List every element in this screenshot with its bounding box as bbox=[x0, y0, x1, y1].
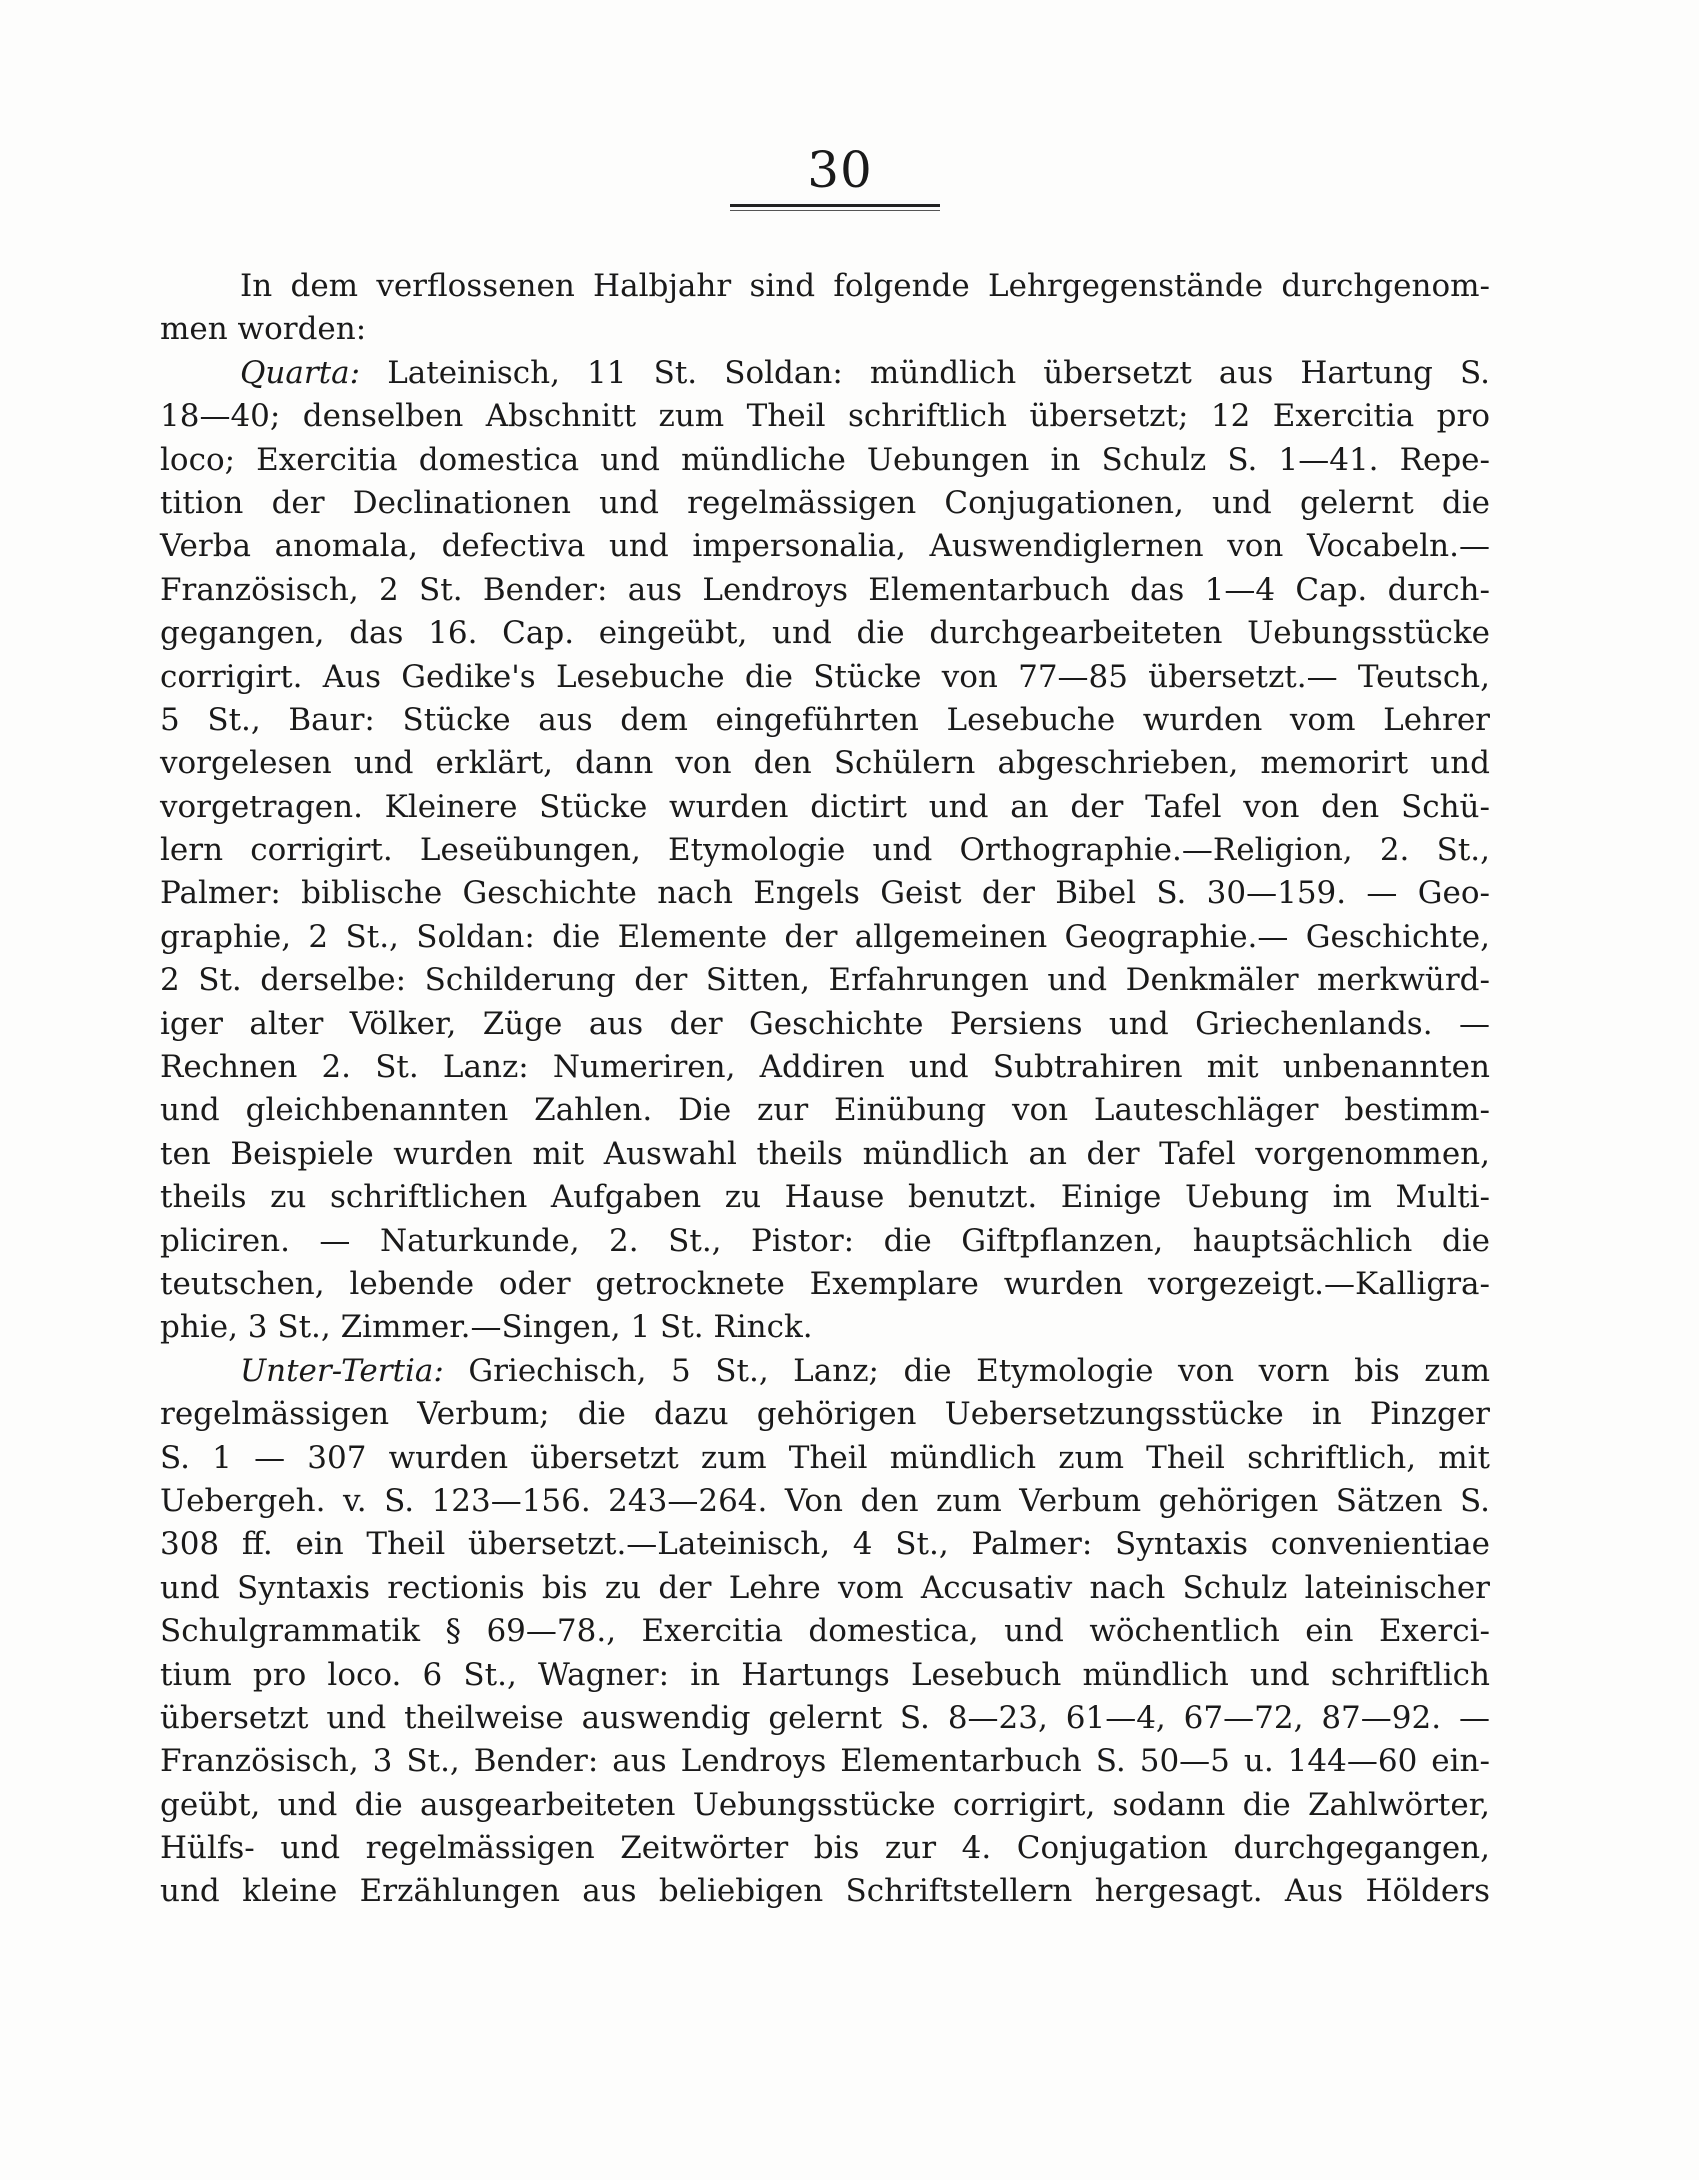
unter-tertia-line: Französisch, 3 St., Bender: aus Lendroys Elementarbuch S. 50—5 u. 144—60 ein- bbox=[160, 1743, 1490, 1780]
quarta-line: 18—40; denselben Abschnitt zum Theil schriftlich übersetzt; 12 Exercitia pro bbox=[160, 398, 1490, 435]
quarta-line: 2 St. derselbe: Schilderung der Sitten, Erfahrungen und Denkmäler merkwürd- bbox=[160, 962, 1490, 999]
unter-tertia-line: und Syntaxis rectionis bis zu der Lehre vom Accusativ nach Schulz lateinischer bbox=[160, 1569, 1490, 1606]
quarta-line: theils zu schriftlichen Aufgaben zu Hause benutzt. Einige Uebung im Multi- bbox=[160, 1179, 1490, 1216]
unter-tertia-line: und kleine Erzählungen aus beliebigen Schriftstellern hergesagt. Aus Hölders bbox=[160, 1873, 1490, 1910]
intro-line: In dem verflossenen Halbjahr sind folgende Lehrgegenstände durchgenom- bbox=[240, 268, 1490, 304]
unter-tertia-first-line-text: Griechisch, 5 St., Lanz; die Etymologie von vorn bis zum bbox=[468, 1352, 1490, 1389]
page-number: 30 bbox=[807, 141, 873, 199]
quarta-line: vorgetragen. Kleinere Stücke wurden dictirt und an der Tafel von den Schü- bbox=[160, 788, 1490, 825]
unter-tertia-line: tium pro loco. 6 St., Wagner: in Hartungs Lesebuch mündlich und schriftlich bbox=[160, 1656, 1490, 1693]
unter-tertia-line: 308 ff. ein Theil übersetzt.—Lateinisch, 4 St., Palmer: Syntaxis convenientiae bbox=[160, 1526, 1490, 1563]
quarta-line: corrigirt. Aus Gedike's Lesebuche die Stücke von 77—85 übersetzt.— Teutsch, bbox=[160, 658, 1490, 695]
unter-tertia-label: Unter-Tertia: bbox=[240, 1352, 444, 1389]
unter-tertia-line: S. 1 — 307 wurden übersetzt zum Theil mündlich zum Theil schriftlich, mit bbox=[160, 1439, 1490, 1476]
unter-tertia-line: geübt, und die ausgearbeiteten Uebungsstücke corrigirt, sodann die Zahlwörter, bbox=[160, 1786, 1490, 1823]
quarta-line: Französisch, 2 St. Bender: aus Lendroys Elementarbuch das 1—4 Cap. durch- bbox=[160, 571, 1490, 608]
quarta-line: gegangen, das 16. Cap. eingeübt, und die durchgearbeiteten Uebungsstücke bbox=[160, 615, 1490, 652]
quarta-line: graphie, 2 St., Soldan: die Elemente der allgemeinen Geographie.— Geschichte, bbox=[160, 918, 1490, 955]
unter-tertia-line: regelmässigen Verbum; die dazu gehörigen Uebersetzungsstücke in Pinzger bbox=[160, 1396, 1490, 1433]
quarta-line: Verba anomala, defectiva und impersonalia, Auswendiglernen von Vocabeln.— bbox=[160, 528, 1490, 565]
quarta-first-line bbox=[160, 352, 1490, 395]
unter-tertia-line: übersetzt und theilweise auswendig gelernt S. 8—23, 61—4, 67—72, 87—92. — bbox=[160, 1699, 1490, 1736]
quarta-line: vorgelesen und erklärt, dann von den Schülern abgeschrieben, memorirt und bbox=[160, 745, 1490, 782]
quarta-line: Palmer: biblische Geschichte nach Engels Geist der Bibel S. 30—159. — Geo- bbox=[160, 875, 1490, 912]
quarta-line: Rechnen 2. St. Lanz: Numeriren, Addiren und Subtrahiren mit unbenannten bbox=[160, 1049, 1490, 1086]
unter-tertia-line: Schulgrammatik § 69—78., Exercitia domestica, und wöchentlich ein Exerci- bbox=[160, 1613, 1490, 1650]
intro-line: men worden: bbox=[160, 311, 367, 348]
quarta-line: ten Beispiele wurden mit Auswahl theils mündlich an der Tafel vorgenommen, bbox=[160, 1135, 1490, 1172]
unter-tertia-first-line bbox=[160, 1350, 1490, 1393]
quarta-line: loco; Exercitia domestica und mündliche Uebungen in Schulz S. 1—41. Repe- bbox=[160, 441, 1490, 478]
header-rule-thin bbox=[730, 210, 940, 211]
quarta-line: pliciren. — Naturkunde, 2. St., Pistor: die Giftpflanzen, hauptsächlich die bbox=[160, 1222, 1490, 1259]
quarta-line: iger alter Völker, Züge aus der Geschichte Persiens und Griechenlands. — bbox=[160, 1005, 1490, 1042]
quarta-label: Quarta: bbox=[240, 354, 361, 391]
body-text bbox=[160, 265, 1490, 1914]
header-rule bbox=[730, 204, 940, 207]
quarta-line: 5 St., Baur: Stücke aus dem eingeführten Lesebuche wurden vom Lehrer bbox=[160, 701, 1490, 738]
quarta-first-line-text: Lateinisch, 11 St. Soldan: mündlich übersetzt aus Hartung S. bbox=[387, 354, 1490, 391]
unter-tertia-line: Hülfs- und regelmässigen Zeitwörter bis zur 4. Conjugation durchgegangen, bbox=[160, 1830, 1490, 1867]
unter-tertia-line: Uebergeh. v. S. 123—156. 243—264. Von den zum Verbum gehörigen Sätzen S. bbox=[160, 1482, 1490, 1519]
quarta-line: lern corrigirt. Leseübungen, Etymologie und Orthographie.—Religion, 2. St., bbox=[160, 832, 1490, 869]
quarta-line: und gleichbenannten Zahlen. Die zur Einübung von Lauteschläger bestimm- bbox=[160, 1092, 1490, 1129]
quarta-line: phie, 3 St., Zimmer.—Singen, 1 St. Rinck. bbox=[160, 1309, 813, 1346]
quarta-line: tition der Declinationen und regelmässigen Conjugationen, und gelernt die bbox=[160, 484, 1490, 521]
quarta-line: teutschen, lebende oder getrocknete Exemplare wurden vorgezeigt.—Kalligra- bbox=[160, 1265, 1490, 1302]
